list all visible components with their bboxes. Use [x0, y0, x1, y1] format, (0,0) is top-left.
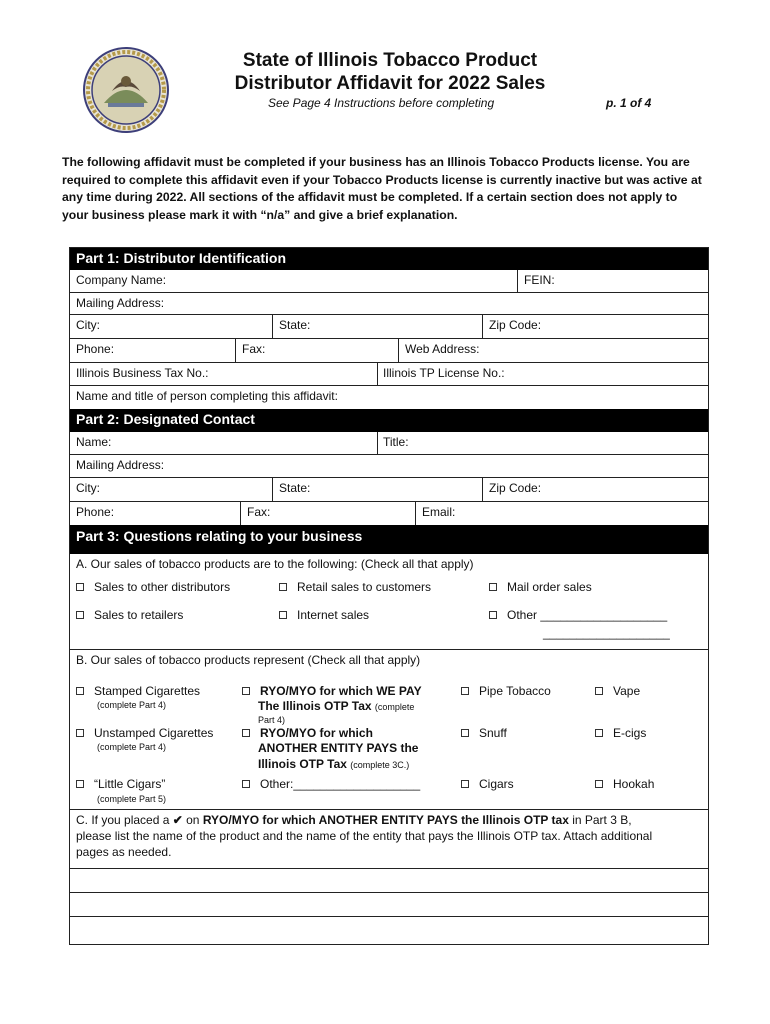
checkbox[interactable]	[489, 583, 497, 591]
fax-field[interactable]: Fax:	[242, 342, 266, 356]
name-title-row	[70, 386, 708, 409]
option-vape[interactable]: Vape	[595, 684, 640, 698]
unstamped-note: (complete Part 4)	[97, 742, 167, 752]
section-c-line1: C. If you placed a ✔ on RYO/MYO for which ANOTHER ENTITY PAYS the Illinois OTP tax in Part 3 B,	[76, 813, 632, 827]
section-b: B. Our sales of tobacco products represent (Check all that apply) Stamped Cigarettes (complete Part 4) RYO/MYO for which WE PAY The Illinois OTP Tax (complete Part 4) Pipe Tobacco Vape Unstamped Cigarettes (complete Part 4) RYO/MYO for which ANOTHER ENTITY PAYS the Illinois OTP Tax (complete 3C.) Snuff E-cigs “Little Cigars” (complete Part 5) Other:___________________ Cigars Hookah	[70, 650, 708, 810]
section-c	[70, 810, 708, 869]
company-row	[70, 270, 708, 293]
checkbox[interactable]	[76, 780, 84, 788]
section-c-line3: pages as needed.	[76, 845, 172, 859]
checkbox[interactable]	[595, 729, 603, 737]
checkbox[interactable]	[76, 729, 84, 737]
contact-name-field[interactable]: Name:	[76, 435, 112, 449]
page-number: p. 1 of 4	[606, 96, 652, 110]
option-ecigs[interactable]: E-cigs	[595, 726, 646, 740]
stamped-note: (complete Part 4)	[97, 700, 167, 710]
option-unstamped-cigarettes[interactable]: Unstamped Cigarettes	[76, 726, 213, 740]
section-b-question: B. Our sales of tobacco products represent (Check all that apply)	[76, 653, 421, 667]
other-line-2[interactable]: ___________________	[543, 626, 670, 640]
section-c-line2: please list the name of the product and the name of the entity that pays the Illinois OTP tax. Attach additional	[76, 829, 653, 843]
option-other[interactable]: Other ___________________	[489, 608, 667, 622]
ryo-another-line2: ANOTHER ENTITY PAYS the	[258, 741, 419, 755]
checkbox[interactable]	[595, 780, 603, 788]
contact-phone-field[interactable]: Phone:	[76, 505, 115, 519]
checkbox[interactable]	[461, 729, 469, 737]
city-field[interactable]: City:	[76, 318, 100, 332]
option-cigars[interactable]: Cigars	[461, 777, 514, 791]
ryo-another-line3: Illinois OTP Tax	[258, 757, 347, 771]
checkbox[interactable]	[242, 687, 250, 695]
fein-field[interactable]: FEIN:	[524, 273, 555, 287]
part2-header: Part 2: Designated Contact	[70, 409, 708, 432]
mailing-address-field[interactable]: Mailing Address:	[76, 296, 165, 310]
mailing-row	[70, 293, 708, 315]
option-snuff[interactable]: Snuff	[461, 726, 507, 740]
intro-paragraph: The following affidavit must be completed if your business has an Illinois Tobacco Products license. You are required to complete this affidavit even if your Tobacco Products license is currently inactive but was active at any time during 2022. All sections of the affidavit must be completed. If a certain section does not apply to your business please mark it with “n/a” and give a brief explanation.	[62, 155, 702, 222]
part3-header: Part 3: Questions relating to your business	[70, 525, 708, 554]
checkbox[interactable]	[242, 729, 250, 737]
answer-line-3[interactable]	[70, 917, 708, 944]
contact-name-row	[70, 432, 708, 455]
subtitle: See Page 4 Instructions before completing	[268, 96, 495, 110]
contact-email-field[interactable]: Email:	[422, 505, 456, 519]
checkbox[interactable]	[76, 583, 84, 591]
contact-phone-row	[70, 502, 708, 525]
page-title-line2: Distributor Affidavit for 2022 Sales	[234, 73, 546, 94]
checkbox[interactable]	[489, 611, 497, 619]
option-little-cigars[interactable]: “Little Cigars”	[76, 777, 165, 791]
checkbox[interactable]	[279, 611, 287, 619]
option-hookah[interactable]: Hookah	[595, 777, 654, 791]
city-row	[70, 315, 708, 339]
option-stamped-cigarettes[interactable]: Stamped Cigarettes	[76, 684, 200, 698]
option-other-b[interactable]: Other:___________________	[242, 777, 420, 791]
zip-field[interactable]: Zip Code:	[489, 318, 542, 332]
contact-fax-field[interactable]: Fax:	[247, 505, 271, 519]
contact-mailing-row	[70, 455, 708, 478]
little-cigars-note: (complete Part 5)	[97, 794, 167, 804]
check-mark-icon: ✔	[172, 813, 183, 827]
page-title-line1: State of Illinois Tobacco Product	[242, 50, 538, 71]
option-internet-sales[interactable]: Internet sales	[279, 608, 369, 622]
checkbox[interactable]	[461, 687, 469, 695]
option-other-distributors[interactable]: Sales to other distributors	[76, 580, 230, 594]
checkbox[interactable]	[461, 780, 469, 788]
contact-zip-field[interactable]: Zip Code:	[489, 481, 542, 495]
section-a	[70, 554, 708, 650]
option-ryo-another-entity[interactable]: RYO/MYO for which	[242, 726, 373, 740]
checkbox[interactable]	[279, 583, 287, 591]
illinois-state-seal	[82, 47, 170, 133]
business-tax-field[interactable]: Illinois Business Tax No.:	[76, 366, 209, 380]
checkbox[interactable]	[595, 687, 603, 695]
contact-mailing-field[interactable]: Mailing Address:	[76, 458, 165, 472]
answer-line-2[interactable]	[70, 893, 708, 917]
web-address-field[interactable]: Web Address:	[405, 342, 480, 356]
checkbox[interactable]	[76, 611, 84, 619]
option-ryo-we-pay[interactable]: RYO/MYO for which WE PAY	[242, 684, 422, 698]
part1-header: Part 1: Distributor Identification	[70, 248, 708, 270]
tax-row	[70, 363, 708, 386]
ryo-we-pay-line2: The Illinois OTP Tax	[258, 699, 372, 713]
option-mail-order[interactable]: Mail order sales	[489, 580, 592, 594]
option-pipe-tobacco[interactable]: Pipe Tobacco	[461, 684, 551, 698]
state-field[interactable]: State:	[279, 318, 311, 332]
tp-license-field[interactable]: Illinois TP License No.:	[383, 366, 505, 380]
ryo-we-pay-note: Part 4)	[258, 715, 286, 725]
phone-field[interactable]: Phone:	[76, 342, 115, 356]
option-sales-retailers[interactable]: Sales to retailers	[76, 608, 183, 622]
affidavit-form	[69, 247, 709, 945]
company-name-field[interactable]: Company Name:	[76, 273, 167, 287]
option-retail-customers[interactable]: Retail sales to customers	[279, 580, 431, 594]
checkbox[interactable]	[242, 780, 250, 788]
name-title-field[interactable]: Name and title of person completing this affidavit:	[76, 389, 338, 403]
checkbox[interactable]	[76, 687, 84, 695]
contact-city-field[interactable]: City:	[76, 481, 100, 495]
phone-row	[70, 339, 708, 363]
contact-state-field[interactable]: State:	[279, 481, 311, 495]
contact-city-row	[70, 478, 708, 502]
answer-line-1[interactable]	[70, 869, 708, 893]
contact-title-field[interactable]: Title:	[383, 435, 409, 449]
section-a-question: A. Our sales of tobacco products are to the following: (Check all that apply)	[76, 557, 474, 571]
